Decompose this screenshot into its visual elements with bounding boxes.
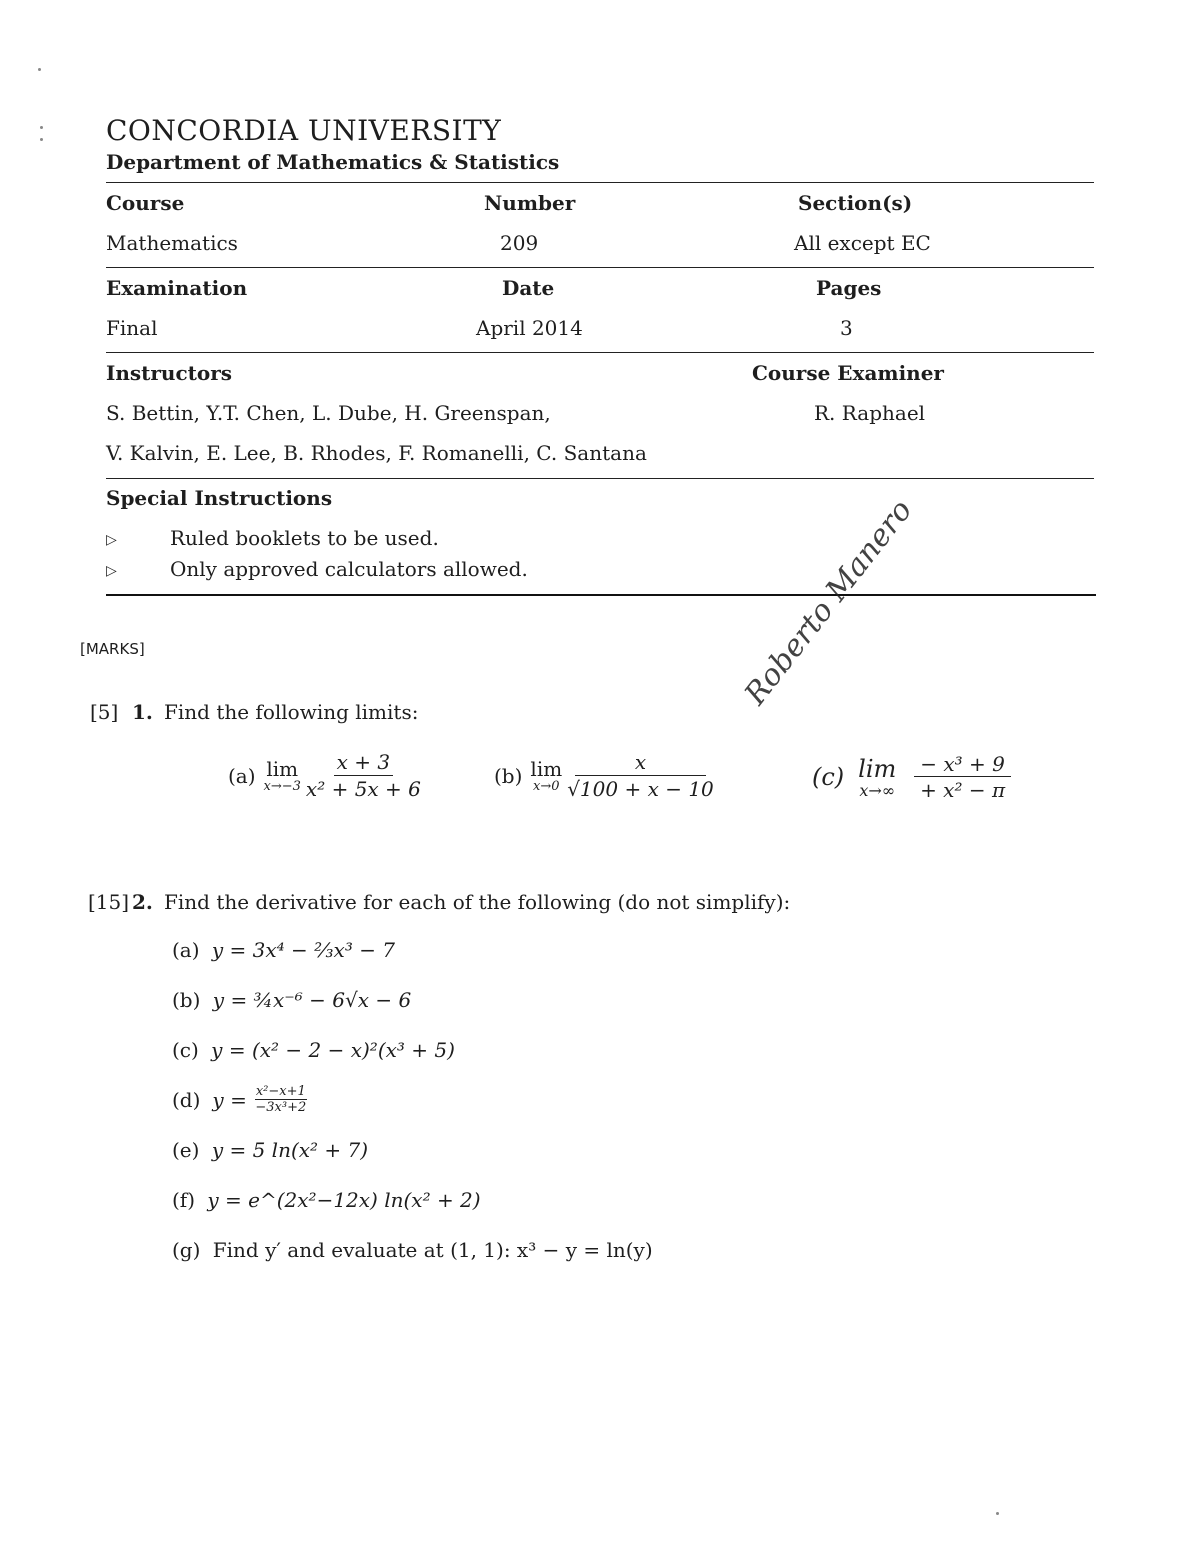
- header-rule: [106, 182, 1094, 183]
- bullet-icon: ▷: [106, 563, 117, 579]
- q2c-expression: y = (x² − 2 − x)²(x³ + 5): [211, 1038, 455, 1062]
- bullet-icon: ▷: [106, 532, 117, 548]
- handwritten-note: [738, 493, 919, 711]
- q1a-label: (a): [228, 763, 256, 788]
- q1c-limit: [858, 755, 896, 800]
- examiner-value: R. Raphael: [814, 401, 926, 425]
- instruction-item: Ruled booklets to be used.: [170, 526, 439, 550]
- special-rule: [106, 594, 1096, 596]
- number-label: Number: [484, 191, 576, 215]
- q2-item: [172, 1084, 307, 1115]
- scan-speck: [40, 126, 43, 129]
- marks-label: [MARKS]: [80, 640, 145, 658]
- q1c-denominator: + x² − π: [920, 778, 1006, 802]
- q1b-label: (b): [494, 763, 523, 788]
- q2-item: [172, 1188, 481, 1212]
- exam-value: Final: [106, 316, 158, 340]
- pages-value: 3: [840, 316, 853, 340]
- q1-prompt: Find the following limits:: [164, 700, 419, 724]
- q1a-numerator: x + 3: [334, 750, 393, 776]
- q2b-label: (b): [172, 988, 201, 1012]
- sections-label: Section(s): [798, 191, 913, 215]
- q1c-lim-sub: x→∞: [859, 780, 896, 800]
- q1c-fraction: [914, 752, 1011, 802]
- q1a-limit: [264, 757, 301, 794]
- q2-item: [172, 938, 395, 962]
- instructors-line-2: V. Kalvin, E. Lee, B. Rhodes, F. Romanelli, C. Santana: [106, 441, 647, 465]
- q2-item: [172, 1238, 653, 1262]
- examiner-label: Course Examiner: [752, 361, 944, 385]
- q2d-numerator: x²−x+1: [255, 1084, 306, 1099]
- date-label: Date: [502, 276, 555, 300]
- q2-number: 2.: [132, 890, 153, 914]
- q2d-denominator: −3x³+2: [255, 1100, 307, 1115]
- q2d-lhs: y =: [212, 1087, 247, 1112]
- university-name: CONCORDIA UNIVERSITY: [106, 114, 502, 147]
- q2-marks: [15]: [88, 890, 130, 914]
- q2e-label: (e): [172, 1138, 200, 1162]
- date-value: April 2014: [476, 316, 583, 340]
- course-label: Course: [106, 191, 185, 215]
- q1b-numerator: x: [575, 750, 706, 776]
- q1c-numerator: − x³ + 9: [914, 752, 1011, 777]
- instructors-label: Instructors: [106, 361, 233, 385]
- handwritten-note-text: Roberto Manero: [738, 493, 920, 712]
- q1-number: 1.: [132, 700, 153, 724]
- q2c-label: (c): [172, 1038, 199, 1062]
- q2-item: [172, 988, 411, 1012]
- q2a-label: (a): [172, 938, 200, 962]
- q2-prompt: Find the derivative for each of the following (do not simplify):: [164, 890, 791, 914]
- q2b-expression: y = ¾x⁻⁶ − 6√x − 6: [212, 988, 412, 1012]
- special-instructions-label: Special Instructions: [106, 486, 333, 510]
- row3-rule: [106, 478, 1094, 479]
- q2d-label: (d): [172, 1087, 201, 1112]
- pages-label: Pages: [816, 276, 882, 300]
- q2d-fraction: [255, 1084, 307, 1115]
- number-value: 209: [500, 231, 539, 255]
- q2g-label: (g): [172, 1238, 201, 1262]
- q1a-denominator: x² + 5x + 6: [305, 777, 421, 801]
- q2a-expression: y = 3x⁴ − ⅔x³ − 7: [211, 938, 396, 962]
- row2-rule: [106, 352, 1094, 353]
- course-value: Mathematics: [106, 231, 238, 255]
- scan-speck: [40, 138, 43, 141]
- q1b-expression: [494, 750, 717, 801]
- scan-speck: [38, 68, 41, 71]
- q1-marks: [5]: [90, 700, 119, 724]
- q1a-fraction: [303, 750, 424, 801]
- q1b-lim: lim: [530, 757, 563, 781]
- q2f-expression: y = e^(2x²−12x) ln(x² + 2): [207, 1188, 481, 1212]
- department-name: Department of Mathematics & Statistics: [106, 150, 560, 174]
- q2f-label: (f): [172, 1188, 196, 1212]
- q1b-fraction: [564, 750, 717, 801]
- q2-item: [172, 1138, 368, 1162]
- q1b-limit: [530, 757, 562, 794]
- exam-label: Examination: [106, 276, 248, 300]
- q1a-lim-sub: x→−3: [263, 779, 301, 794]
- instruction-item: Only approved calculators allowed.: [170, 557, 528, 581]
- q1b-denominator: √100 + x − 10: [567, 777, 714, 801]
- instructors-line-1: S. Bettin, Y.T. Chen, L. Dube, H. Greenspan,: [106, 401, 551, 425]
- q1a-expression: [228, 750, 424, 801]
- q2e-expression: y = 5 ln(x² + 7): [211, 1138, 369, 1162]
- sections-value: All except EC: [794, 231, 931, 255]
- q1a-lim: lim: [266, 757, 299, 781]
- q2g-expression: Find y′ and evaluate at (1, 1): x³ − y = ln(y): [212, 1238, 653, 1262]
- q1c-label: (c): [812, 763, 845, 791]
- q1c-expression: [812, 752, 1011, 802]
- q2-item: [172, 1038, 455, 1062]
- scan-speck: [996, 1512, 999, 1515]
- q1b-lim-sub: x→0: [533, 779, 560, 794]
- q1c-lim: lim: [858, 754, 897, 783]
- row1-rule: [106, 267, 1094, 268]
